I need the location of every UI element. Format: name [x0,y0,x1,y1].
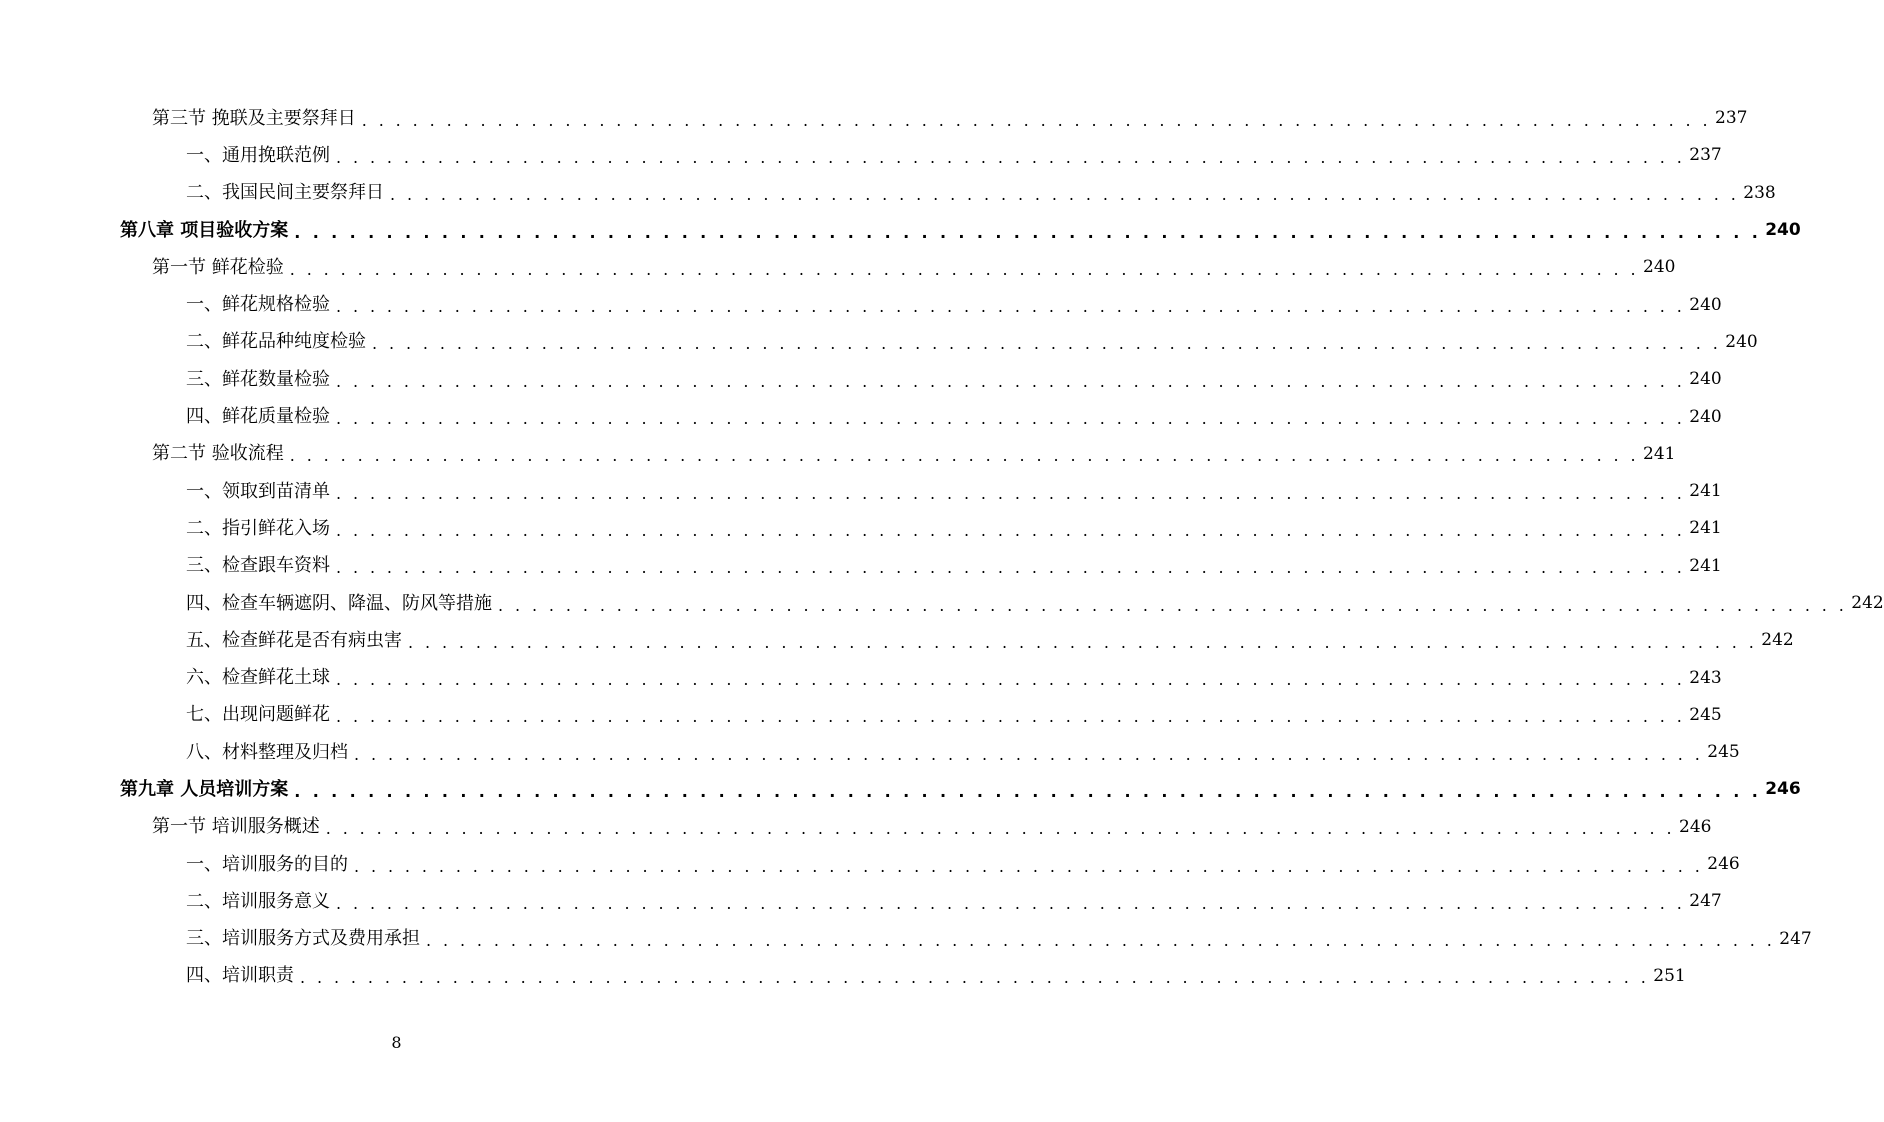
toc-dot-leader: . . . . . . . . . . . . . . . . . . . . . . . . . . . . . . . . . . . . . . . . . . . . . . . . . . . . . . . . . . . . . . . . . . . . . . . . . . . . . . . . [336,371,1686,391]
toc-entry-page-number: 237 [1689,145,1722,166]
toc-entry[interactable] [0,249,1676,286]
toc-entry-title: 二、我国民间主要祭拜日 [186,182,384,204]
toc-entry-page-number: 238 [1743,182,1776,203]
toc-entry[interactable] [0,100,1748,137]
toc-dot-leader: . . . . . . . . . . . . . . . . . . . . . . . . . . . . . . . . . . . . . . . . . . . . . . . . . . . . . . . . . . . . . . . . . . . . . . . . . . . . . . . . [289,259,1639,279]
toc-entry-page-number: 245 [1707,742,1740,763]
toc-entry-title: 二、培训服务意义 [186,890,330,912]
toc-dot-leader: . . . . . . . . . . . . . . . . . . . . . . . . . . . . . . . . . . . . . . . . . . . . . . . . . . . . . . . . . . . . . . . . . . . . . . . . . . . . . . . . [336,147,1686,167]
toc-entry-page-number: 240 [1765,220,1801,241]
toc-entry-title: 第一节 鲜花检验 [152,256,284,278]
table-of-contents [0,100,1884,995]
toc-entry-page-number: 241 [1643,443,1676,464]
toc-entry-page-number: 247 [1689,891,1722,912]
toc-entry-title: 一、鲜花规格检验 [186,294,330,316]
toc-entry-title: 四、鲜花质量检验 [186,406,330,428]
toc-entry-page-number: 246 [1765,779,1801,800]
toc-entry-title: 第九章 人员培训方案 [120,778,289,800]
toc-entry-title: 三、鲜花数量检验 [186,368,330,390]
toc-entry-title: 二、鲜花品种纯度检验 [186,331,366,353]
toc-entry-page-number: 246 [1707,854,1740,875]
toc-entry-page-number: 247 [1779,928,1812,949]
toc-entry[interactable] [0,175,1776,212]
toc-entry-title: 三、检查跟车资料 [186,555,330,577]
toc-entry[interactable] [0,697,1722,734]
toc-entry-title: 第二节 验收流程 [152,443,284,465]
toc-entry-title: 第八章 项目验收方案 [120,219,289,241]
toc-dot-leader: . . . . . . . . . . . . . . . . . . . . . . . . . . . . . . . . . . . . . . . . . . . . . . . . . . . . . . . . . . . . . . . . . . . . . . . . . . . . . . . . [336,893,1686,913]
toc-entry-page-number: 245 [1689,704,1722,725]
toc-entry-title: 七、出现问题鲜花 [186,704,330,726]
toc-dot-leader: . . . . . . . . . . . . . . . . . . . . . . . . . . . . . . . . . . . . . . . . . . . . . . . . . . . . . . . . . . . . . . . . . . . . . . . . . . . . . . . . [336,520,1686,540]
toc-entry-title: 四、检查车辆遮阴、降温、防风等措施 [186,592,492,614]
toc-entry-title: 一、培训服务的目的 [186,853,348,875]
page-number: 8 [391,1033,402,1052]
toc-dot-leader: . . . . . . . . . . . . . . . . . . . . . . . . . . . . . . . . . . . . . . . . . . . . . . . . . . . . . . . . . . . . . . . . . . . . . . . . . . . . . . . . [294,781,1762,801]
toc-dot-leader: . . . . . . . . . . . . . . . . . . . . . . . . . . . . . . . . . . . . . . . . . . . . . . . . . . . . . . . . . . . . . . . . . . . . . . . . . . . . . . . . [390,185,1740,205]
toc-entry[interactable] [0,510,1722,547]
toc-dot-leader: . . . . . . . . . . . . . . . . . . . . . . . . . . . . . . . . . . . . . . . . . . . . . . . . . . . . . . . . . . . . . . . . . . . . . . . . . . . . . . . . [289,446,1639,466]
toc-dot-leader: . . . . . . . . . . . . . . . . . . . . . . . . . . . . . . . . . . . . . . . . . . . . . . . . . . . . . . . . . . . . . . . . . . . . . . . . . . . . . . . . [336,558,1686,578]
toc-entry-title: 八、材料整理及归档 [186,741,348,763]
toc-entry[interactable] [0,734,1740,771]
toc-entry[interactable] [0,846,1740,883]
toc-entry[interactable] [0,809,1712,846]
toc-entry-title: 一、领取到苗清单 [186,480,330,502]
toc-dot-leader: . . . . . . . . . . . . . . . . . . . . . . . . . . . . . . . . . . . . . . . . . . . . . . . . . . . . . . . . . . . . . . . . . . . . . . . . . . . . . . . . [336,483,1686,503]
toc-dot-leader: . . . . . . . . . . . . . . . . . . . . . . . . . . . . . . . . . . . . . . . . . . . . . . . . . . . . . . . . . . . . . . . . . . . . . . . . . . . . . . . . [426,931,1776,951]
toc-entry-title: 二、指引鲜花入场 [186,517,330,539]
toc-entry-title: 一、通用挽联范例 [186,144,330,166]
toc-entry-page-number: 241 [1689,518,1722,539]
toc-entry-page-number: 246 [1679,816,1712,837]
toc-entry[interactable] [0,212,1801,249]
toc-dot-leader: . . . . . . . . . . . . . . . . . . . . . . . . . . . . . . . . . . . . . . . . . . . . . . . . . . . . . . . . . . . . . . . . . . . . . . . . . . . . . . . . [372,334,1722,354]
toc-entry[interactable] [0,883,1722,920]
toc-entry-page-number: 251 [1653,965,1686,986]
toc-entry[interactable] [0,771,1801,808]
toc-entry[interactable] [0,398,1722,435]
toc-entry-title: 五、检查鲜花是否有病虫害 [186,629,402,651]
toc-entry[interactable] [0,286,1722,323]
toc-entry-page-number: 240 [1725,331,1758,352]
toc-entry-title: 六、检查鲜花土球 [186,667,330,689]
toc-entry[interactable] [0,585,1884,622]
toc-entry-title: 第一节 培训服务概述 [152,816,320,838]
toc-entry-page-number: 243 [1689,667,1722,688]
toc-entry[interactable] [0,659,1722,696]
toc-dot-leader: . . . . . . . . . . . . . . . . . . . . . . . . . . . . . . . . . . . . . . . . . . . . . . . . . . . . . . . . . . . . . . . . . . . . . . . . . . . . . . . . [325,819,1675,839]
toc-entry-page-number: 240 [1689,369,1722,390]
toc-dot-leader: . . . . . . . . . . . . . . . . . . . . . . . . . . . . . . . . . . . . . . . . . . . . . . . . . . . . . . . . . . . . . . . . . . . . . . . . . . . . . . . . [300,968,1650,988]
toc-entry[interactable] [0,548,1722,585]
toc-entry-page-number: 240 [1689,406,1722,427]
toc-dot-leader: . . . . . . . . . . . . . . . . . . . . . . . . . . . . . . . . . . . . . . . . . . . . . . . . . . . . . . . . . . . . . . . . . . . . . . . . . . . . . . . . [336,707,1686,727]
toc-dot-leader: . . . . . . . . . . . . . . . . . . . . . . . . . . . . . . . . . . . . . . . . . . . . . . . . . . . . . . . . . . . . . . . . . . . . . . . . . . . . . . . . [294,222,1762,242]
toc-dot-leader: . . . . . . . . . . . . . . . . . . . . . . . . . . . . . . . . . . . . . . . . . . . . . . . . . . . . . . . . . . . . . . . . . . . . . . . . . . . . . . . . [336,409,1686,429]
toc-dot-leader: . . . . . . . . . . . . . . . . . . . . . . . . . . . . . . . . . . . . . . . . . . . . . . . . . . . . . . . . . . . . . . . . . . . . . . . . . . . . . . . . [361,110,1711,130]
toc-entry[interactable] [0,137,1722,174]
toc-entry[interactable] [0,958,1686,995]
toc-entry[interactable] [0,361,1722,398]
toc-entry-page-number: 240 [1689,294,1722,315]
toc-entry-page-number: 237 [1715,108,1748,129]
toc-entry[interactable] [0,324,1758,361]
toc-dot-leader: . . . . . . . . . . . . . . . . . . . . . . . . . . . . . . . . . . . . . . . . . . . . . . . . . . . . . . . . . . . . . . . . . . . . . . . . . . . . . . . . [354,744,1704,764]
toc-dot-leader: . . . . . . . . . . . . . . . . . . . . . . . . . . . . . . . . . . . . . . . . . . . . . . . . . . . . . . . . . . . . . . . . . . . . . . . . . . . . . . . . [498,595,1848,615]
toc-entry-page-number: 241 [1689,481,1722,502]
toc-entry[interactable] [0,622,1794,659]
toc-entry[interactable] [0,473,1722,510]
toc-entry[interactable] [0,921,1812,958]
toc-entry-page-number: 242 [1761,630,1794,651]
toc-entry-page-number: 241 [1689,555,1722,576]
toc-entry-page-number: 242 [1851,593,1884,613]
toc-entry[interactable] [0,436,1676,473]
toc-dot-leader: . . . . . . . . . . . . . . . . . . . . . . . . . . . . . . . . . . . . . . . . . . . . . . . . . . . . . . . . . . . . . . . . . . . . . . . . . . . . . . . . [354,856,1704,876]
toc-dot-leader: . . . . . . . . . . . . . . . . . . . . . . . . . . . . . . . . . . . . . . . . . . . . . . . . . . . . . . . . . . . . . . . . . . . . . . . . . . . . . . . . [408,632,1758,652]
toc-dot-leader: . . . . . . . . . . . . . . . . . . . . . . . . . . . . . . . . . . . . . . . . . . . . . . . . . . . . . . . . . . . . . . . . . . . . . . . . . . . . . . . . [336,297,1686,317]
toc-entry-page-number: 240 [1643,257,1676,278]
toc-entry-title: 第三节 挽联及主要祭拜日 [152,107,356,129]
toc-dot-leader: . . . . . . . . . . . . . . . . . . . . . . . . . . . . . . . . . . . . . . . . . . . . . . . . . . . . . . . . . . . . . . . . . . . . . . . . . . . . . . . . [336,670,1686,690]
toc-entry-title: 三、培训服务方式及费用承担 [186,928,420,950]
toc-entry-title: 四、培训职责 [186,965,294,987]
